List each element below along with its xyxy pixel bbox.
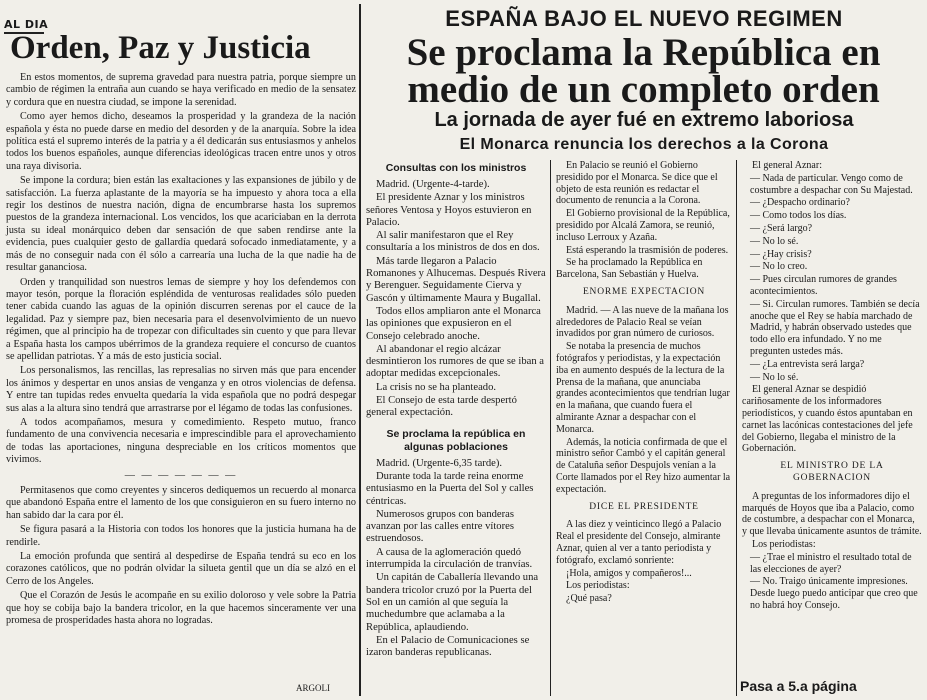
news-paragraph: En Palacio se reunió el Gobierno presidido por el Monarca. Se dice que el objeto de esta reunión es redactar el documento de renuncia a la Corona.	[556, 160, 718, 207]
subhead-expectacion: ENORME EXPECTACION	[582, 286, 706, 297]
deck-headline-2: El Monarca renuncia los derechos a la Corona	[459, 136, 829, 153]
news-paragraph: Más tarde llegaron a Palacio Romanones y Alhucemas. Después Rivera y Berenguer. Seguidamente Cierva y Gascón y últimamente Maura y Bugallal.	[366, 255, 546, 304]
continued-on-page: Pasa a 5.a página	[740, 678, 857, 694]
editorial-paragraph: En estos momentos, de suprema gravedad para nuestra patria, porque siempre un cambio de régimen la entraña aun cuando se haya verificado en medio de la sensatez y cordura que en nuestra ciudad, se impone la serenidad.	[6, 72, 356, 108]
editorial-paragraph: Se impone la cordura; bien están las exaltaciones y las expansiones de júbilo y de satisfacción. La fuerza aplastante de la mayoría se ha impuesto y ahora toca a ella regir los destinos de nuestra nación, digna de encumbrarse hasta los supremos puestos de la grandeza internacional. Los vencidos, los que acariciaban en la derrota justa su ideal monárquico deben dar sensación de que saben rendirse ante la evidencia, pues cualquier gesto de gallardía quedará sofocado inmediatamente, y a más de no conseguir nada con él sólo a carrearía una lucha de la que nadie ha de resultar gananciosa.	[6, 175, 356, 274]
editorial-paragraph: A todos acompañamos, mesura y comedimiento. Respeto mutuo, franco fundamento de una convivencia necesaria e imprescindible para el aprovechamiento de todas las aportaciones, ninguna despreciable en los críticos momentos que vivimos.	[6, 416, 356, 466]
news-paragraph: Se ha proclamado la República en Barcelona, San Sebastián y Huelva.	[556, 257, 703, 281]
editorial-title: Orden, Paz y Justicia	[10, 30, 311, 66]
news-paragraph: — ¿Hay crisis?	[750, 248, 812, 260]
news-paragraph: — Si. Circulan rumores. También se decía anoche que el Rey se había marchado de Madrid, y habrán observado ustedes que todo ello era infundado. Y no me pregunten ustedes más.	[750, 298, 920, 357]
news-paragraph: El Gobierno provisional de la República, presidido por Alcalá Zamora, se reunió, incluso Lerroux y Azaña.	[556, 208, 730, 243]
news-paragraph: El presidente Aznar y los ministros señores Ventosa y Hoyos estuvieron en Palacio.	[366, 192, 532, 228]
news-paragraph: — No lo sé.	[750, 371, 799, 383]
news-paragraph: ¡Hola, amigos y compañeros!...	[566, 567, 692, 579]
news-paragraph: — Nada de particular. Vengo como de costumbre a despachar con Su Majestad.	[750, 172, 913, 196]
news-paragraph: — Pues circulan rumores de grandes acontecimientos.	[750, 274, 897, 297]
news-paragraph: Durante toda la tarde reina enorme entusiasmo en la Puerta del Sol y calles céntricas.	[366, 470, 534, 507]
editorial-paragraph: La emoción profunda que sentirá al despedirse de España tendrá su eco en los corazones católicos, que no podrán olvidar la silueta gentil que un día se alzó en el Cerro de los Angeles.	[6, 551, 356, 587]
news-paragraph: — No. Traigo únicamente impresiones. Desde luego puedo anticipar que creo que no habrá hoy Consejo.	[750, 576, 918, 611]
news-column-3	[742, 160, 922, 670]
news-paragraph: ¿Qué pasa?	[566, 593, 612, 605]
news-paragraph: Numerosos grupos con banderas avanzan por las calles entre vítores estruendosos.	[366, 508, 514, 545]
news-paragraph: A las diez y veinticinco llegó a Palacio Real el presidente del Consejo, almirante Aznar, quien al ver a tanto periodista y fotógrafo, exclamó sonriente:	[556, 519, 722, 566]
news-paragraph: — ¿Trae el ministro el resultado total de las elecciones de ayer?	[750, 551, 912, 575]
kicker-headline: ESPAÑA BAJO EL NUEVO REGIMEN	[445, 6, 843, 31]
subhead-gobernacion: EL MINISTRO DE LA GOBERNACION	[780, 461, 884, 483]
news-paragraph: A preguntas de los informadores dijo el marqués de Hoyos que iba a Palacio, como de costumbre, a despachar con el Monarca, y que llevaba únicamente asuntos de trámite.	[742, 490, 922, 538]
news-paragraph: — No lo sé.	[750, 235, 799, 247]
news-paragraph: En el Palacio de Comunicaciones se izaron banderas republicanas.	[366, 634, 530, 659]
editorial-paragraph: Se figura pasará a la Historia con todos los honores que la justicia humana ha de rendirle.	[6, 524, 356, 548]
main-headline: Se proclama la República en medio de un completo orden	[406, 31, 881, 111]
subhead-presidente: DICE EL PRESIDENTE	[589, 501, 699, 512]
editorial-paragraph: Permitasenos que como creyentes y sinceros dediquemos un recuerdo al monarca que abandonó España entre el lamento de los que consiguieron en su fuero interno no han sabido dar la cara por él.	[6, 485, 356, 521]
news-paragraph: Está esperando la trasmisión de poderes.	[566, 244, 729, 256]
news-paragraph: Los periodistas:	[566, 580, 630, 592]
news-paragraph: Además, la noticia confirmada de que el ministro señor Cambó y el capitán general de Cataluña señor Despujols venían a la Corte llamados por el Rey hizo aumentar la expectación.	[556, 436, 731, 495]
editorial-body	[6, 72, 356, 629]
news-column-1	[366, 160, 546, 698]
editorial-paragraph: Orden y tranquilidad son nuestros lemas de siempre y hoy los defendemos con mayor tesón, porque la floración espléndida de venturosas realidades sólo pueden tener cabida cuando las aguas de la opinión discurren serenas por el cauce de la legalidad. Paz y siempre paz, bien necesaria para el desenvolvimiento de un nuevo régimen, que al principio ha de tropezar con dificultades sin cuento y que para llevar a España hasta los campos ubérrimos de la grandeza requiere el concurso de cuantos se apellidan patriotas. Y a más de esto justicia social.	[6, 276, 356, 362]
editorial-separator: — — — — — — —	[124, 469, 238, 481]
news-paragraph: Madrid. — A las nueve de la mañana los alrededores de Palacio Real se veían invadidos por gran número de curiosos.	[556, 304, 729, 340]
column-divider-2	[550, 160, 551, 696]
news-paragraph: Al abandonar el regio alcázar desmintieron los rumores de que se iban a adoptar medidas excepcionales.	[366, 343, 544, 380]
news-paragraph: — Como todos los días.	[750, 210, 847, 222]
section-tag: AL DIA	[4, 18, 49, 31]
news-paragraph: — ¿La entrevista será larga?	[750, 358, 865, 370]
news-paragraph: Al salir manifestaron que el Rey consultaría a los ministros de dos en dos.	[366, 230, 540, 254]
news-paragraph: — No lo creo.	[750, 261, 808, 273]
news-paragraph: Los periodistas:	[752, 538, 816, 550]
news-paragraph: Madrid. (Urgente-6,35 tarde).	[376, 457, 503, 469]
editorial-paragraph: Como ayer hemos dicho, deseamos la prosperidad y la grandeza de la nación española y ésta no puede darse en medio del desorden y de la anarquía. Sobre la idea política está el supremo interés de la patria y a él dedicarán sus entusiasmos y anhelos todos los buenos españoles, aunque diferencias ideológicas tracen entre unos y otros una raya divisoria.	[6, 111, 356, 172]
news-paragraph: — ¿Despacho ordinario?	[750, 197, 850, 209]
editorial-paragraph: Los personalismos, las rencillas, las represalias no sirven más que para encender los ánimos y despertar en unos ansias de venganza y en otros violencias de defensa. Y entre tan tupidas redes envuelta quedaría la vida española que no podrá despegar sus alas a la altura sino tendrá que arrastrarse por el légamo de todas las confusiones.	[6, 365, 356, 414]
editorial-column	[0, 0, 358, 700]
news-paragraph: El general Aznar se despidió cariñosamente de los informadores periodísticos, y cuando éstos apuntaban en carnet las lacónicas contestaciones del jefe del Gobierno, llegaba el ministro de la Gobernación.	[742, 384, 913, 455]
news-paragraph: La crisis no se ha planteado.	[376, 381, 497, 393]
news-column-2	[556, 160, 732, 698]
news-paragraph: Todos ellos ampliaron ante el Monarca las opiniones que expusieron en el Consejo celebrado anoche.	[366, 305, 541, 342]
news-paragraph: El Consejo de esta tarde despertó general expectación.	[366, 395, 517, 419]
news-paragraph: El general Aznar:	[752, 160, 822, 171]
subhead-proclamacion: Se proclama la república en algunas poblaciones	[386, 427, 526, 453]
news-paragraph: Un capitán de Caballería llevando una bandera tricolor cruzó por la Puerta del Sol en un camión al que seguía la muchedumbre que aclamaba a la República, aplaudiendo.	[366, 572, 539, 633]
editorial-signature: ARGOLI	[296, 683, 330, 693]
news-paragraph: Madrid. (Urgente-4-tarde).	[376, 179, 490, 190]
news-paragraph: A causa de la aglomeración quedó interrumpida la circulación de tranvías.	[366, 546, 533, 571]
editorial-paragraph: Que el Corazón de Jesús le acompañe en su exilio doloroso y vele sobre la Patria que hoy se cobija bajo la bandera tricolor, en la que hacemos sinceramente ver una promesa de prosperidades hasta ahora no logradas.	[6, 590, 356, 627]
subhead-consultas: Consultas con los ministros	[385, 162, 527, 174]
news-paragraph: — ¿Será largo?	[750, 222, 813, 234]
news-paragraph: Se notaba la presencia de muchos fotógrafos y periodistas, y la expectación iba en aumento después de la lectura de la Prensa de la mañana, que anunciaba grandes acontecimientos que tendrían lugar en la mañana, que cuando fuera el almirante Aznar a despachar con el Monarca.	[556, 341, 730, 435]
deck-headline-1: La jornada de ayer fué en extremo laboriosa	[434, 109, 854, 131]
column-divider-3	[736, 160, 737, 696]
